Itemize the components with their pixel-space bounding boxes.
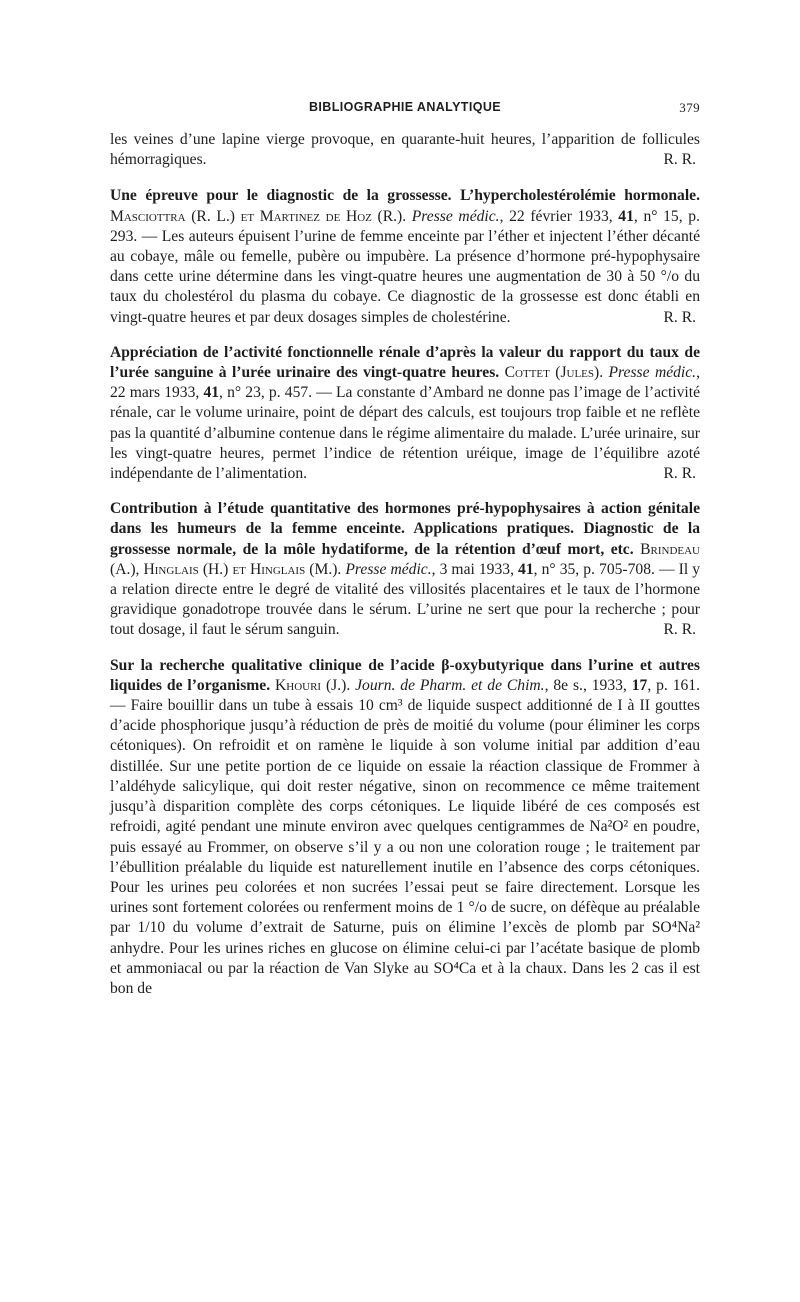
entry-body: Les auteurs épuisent l’urine de femme enceinte par l’éther et injectent l’éther décanté au cobaye, mâle ou femelle, pubère ou impubère. La présence d’hormone pré-hypophysaire dans cette urine détermine dans les vingt-quatre heures une augmentation de 30 à 50 °/o du taux du cholestérol du plasma du cobaye. Ce diagnostic de la grossesse est donc établi en vingt-quatre heures et par deux dosages simples de cholestérine. [110, 227, 700, 326]
running-header [110, 96, 700, 120]
entry-journal: Presse médic. [608, 364, 697, 382]
entry-volume: 17 [631, 676, 648, 694]
entry-volume: 41 [203, 384, 220, 402]
continued-paragraph [110, 130, 700, 170]
entry-title: Sur la recherche qualitative clinique de l’acide β-oxybutyrique dans l’urine et autres liquides de l’organisme. [110, 656, 700, 694]
signature: R. R. [663, 465, 696, 483]
signature: R. R. [663, 308, 696, 326]
entry-volume: 41 [618, 207, 634, 225]
signature: R. R. [663, 621, 696, 639]
entry-ref-end: , n° 23, p. 457. — [219, 384, 332, 402]
entry-authors: Brindeau (A.), Hinglais (H.) et Hinglais (M.). [110, 540, 700, 578]
entry-ref-end: , n° 35, p. 705-708. — [533, 560, 675, 578]
entry-body: Il y a relation directe entre le degré de vitalité des villosités placentaires et le taux de l’hormone gravidique gonadotrope trouvée dans le sérum. L’urine ne sert que pour la recherche ; pour tout dosage, il faut le sérum sanguin. [110, 560, 701, 639]
entry-ref: , 22 mars 1933, [110, 364, 700, 402]
entry-ref-end: , p. 161. — [110, 676, 700, 715]
entry-2 [110, 343, 700, 484]
page-number: 379 [679, 100, 700, 115]
entry-ref: , 22 février 1933, [499, 207, 619, 225]
entry-body: Faire bouillir dans un tube à essais 10 cm³ de liquide suspect additionné de I à II gouttes d’acide phosphorique jusqu’à réduction de près de moitié du volume (pour éliminer les corps cétoniques). On refroidit et on ramène le liquide à son volume initial par addition d’eau distillée. Sur une petite portion de ce liquide on essaie la réaction classique de Frommer à l’aldéhyde salicylique, qui doit rester négative, sinon on recommence ce même traitement jusqu’à disparition complète des corps cétoniques. Le liquide libéré de ces composés est refroidi, agité pendant une minute environ avec quelques centigrammes de Na²O² en poudre, puis essayé au Frommer, on observe s’il y a ou non une coloration rouge ; le traitement par l’ébullition préalable du liquide est naturellement inutile en l’absence des corps cétoniques. Pour les urines peu colorées et non sucrées l’essai peut se faire directement. Lorsque les urines sont fortement colorées ou renferment moins de 1 °/o de sucre, on défèque au préalable par 1/10 du volume d’extrait de Saturne, puis on élimine l’excès de plomb par SO⁴Na² anhydre. Pour les urines riches en glucose on élimine celui-ci par l’acétate basique de plomb et ammoniacal ou par la réaction de Van Slyke au SO⁴Ca et à la chaux. Dans les 2 cas il est bon de [110, 697, 700, 997]
entry-volume: 41 [518, 560, 534, 578]
entry-title: Appréciation de l’activité fonctionnelle rénale d’après la valeur du rapport du taux de l’urée sanguine à l’urée urinaire des vingt-quatre heures. [110, 343, 700, 382]
entry-ref: , 3 mai 1933, [431, 560, 519, 578]
page [110, 96, 700, 1014]
entry-1 [110, 186, 700, 327]
entry-body: La constante d’Ambard ne donne pas l’image de l’activité rénale, car le volume urinaire, point de départ des calculs, est toujours trop faible et ne reflète pas la quantité d’albumine contenue dans le régime alimentaire du malade. L’urée urinaire, sur les vingt-quatre heures, permet l’indice de rétention uréique, image de l’équilibre azoté indépendante de l’alimentation. [110, 384, 701, 483]
entry-authors: Khouri (J.). [275, 676, 351, 694]
entry-title: Une épreuve pour le diagnostic de la grossesse. L’hypercholestérolémie hormonale. [110, 187, 700, 205]
entry-3 [110, 499, 700, 640]
entry-title: Contribution à l’étude quantitative des hormones pré-hypophysaires à action génitale dans les humeurs de la femme enceinte. Applications pratiques. Diagnostic de la grossesse normale, de la môle hydatiforme, de la rétention d’œuf mort, etc. [110, 500, 700, 558]
entry-journal: Presse médic. [345, 560, 432, 578]
entry-ref-end: , n° 15, p. 293. — [110, 207, 700, 245]
signature: R. R. [663, 151, 696, 169]
entry-authors: Cottet (Jules). [504, 364, 604, 382]
entry-journal: Presse médic. [411, 207, 500, 225]
entry-ref: , 8e s., 1933, [544, 676, 632, 694]
running-title: BIBLIOGRAPHIE ANALYTIQUE [308, 100, 502, 114]
continued-text: les veines d’une lapine vierge provoque, en quarante-huit heures, l’apparition de follicules hémorragiques. [110, 131, 700, 169]
entry-journal: Journ. de Pharm. et de Chim. [355, 676, 545, 694]
entry-authors: Masciottra (R. L.) et Martinez de Hoz (R.). [110, 207, 407, 225]
entry-4 [110, 656, 700, 999]
